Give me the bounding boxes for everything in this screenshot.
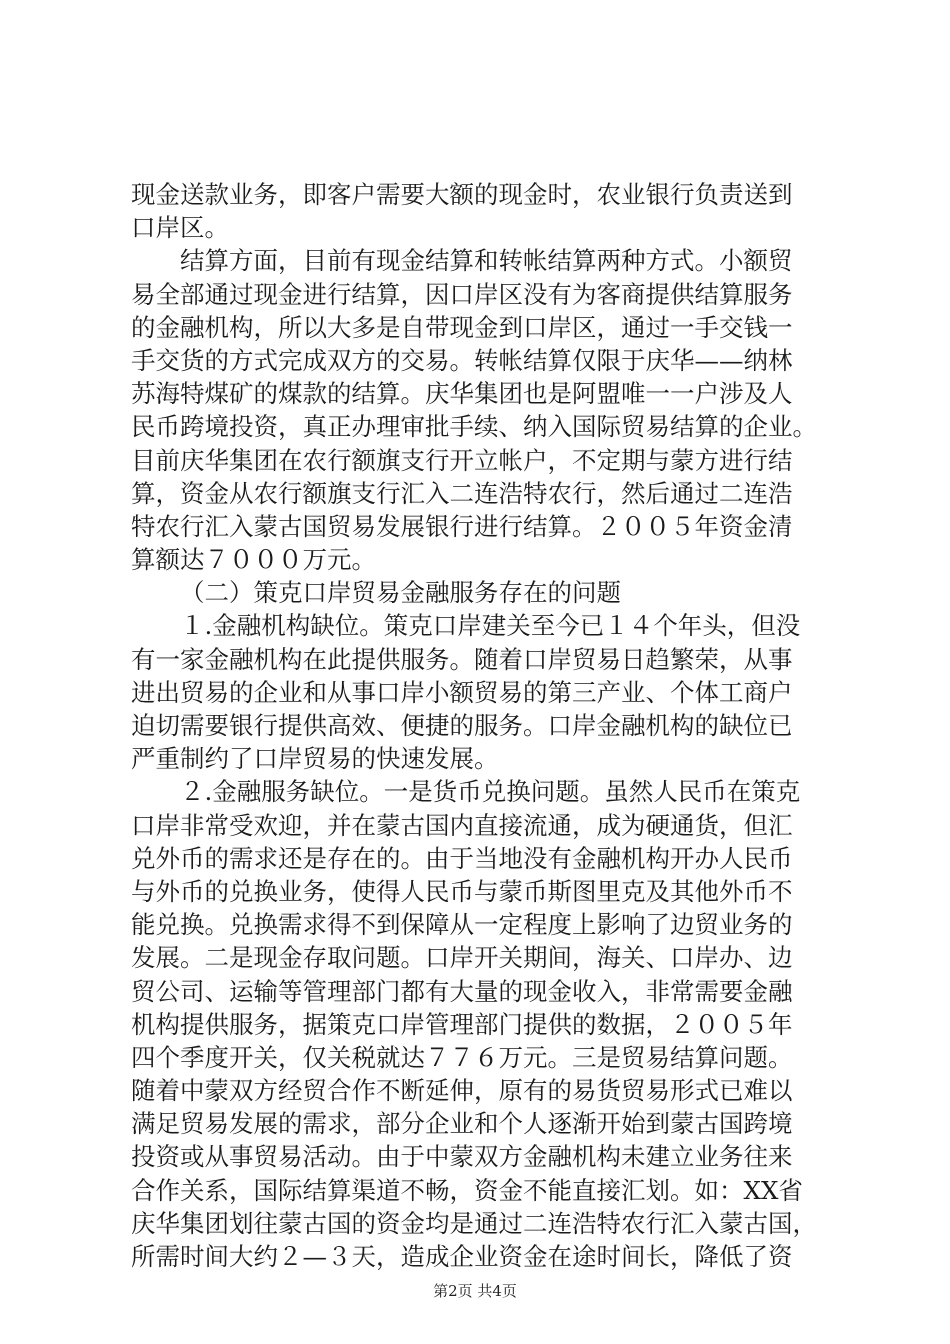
text-line: 口岸区。 (131, 213, 229, 243)
text-line: 所需时间大约２—３天，造成企业资金在途时间长，降低了资 (131, 1242, 793, 1271)
text-line: 机构提供服务，据策克口岸管理部门提供的数据，２００５年 (131, 1009, 793, 1039)
text-line: 民币跨境投资，真正办理审批手续、纳入国际贸易结算的企业。 (131, 412, 817, 442)
text-line: １.金融机构缺位。策克口岸建关至今已１４个年头，但没 (180, 611, 801, 641)
text-line: 结算方面，目前有现金结算和转帐结算两种方式。小额贸 (180, 246, 793, 276)
text-line: 兑外币的需求还是存在的。由于当地没有金融机构开办人民币 (131, 843, 793, 873)
text-line: ２.金融服务缺位。一是货币兑换问题。虽然人民币在策克 (180, 777, 801, 807)
text-line: 苏海特煤矿的煤款的结算。庆华集团也是阿盟唯一一户涉及人 (131, 379, 793, 409)
text-line: 特农行汇入蒙古国贸易发展银行进行结算。２００５年资金清 (131, 511, 793, 541)
text-line: 算额达７０００万元。 (131, 545, 376, 575)
text-line: 严重制约了口岸贸易的快速发展。 (131, 744, 499, 774)
text-line: 满足贸易发展的需求，部分企业和个人逐渐开始到蒙古国跨境 (131, 1109, 793, 1139)
text-line: 现金送款业务，即客户需要大额的现金时，农业银行负责送到 (131, 180, 793, 209)
text-line: 与外币的兑换业务，使得人民币与蒙币斯图里克及其他外币不 (131, 876, 793, 906)
text-line: 迫切需要银行提供高效、便捷的服务。口岸金融机构的缺位已 (131, 711, 793, 740)
page-footer: 第2页 共4页 (433, 1282, 517, 1300)
document-body (131, 178, 831, 1273)
text-line: 投资或从事贸易活动。由于中蒙双方金融机构未建立业务往来 (131, 1142, 793, 1172)
text-line: （二）策克口岸贸易金融服务存在的问题 (180, 578, 621, 608)
text-line: 口岸非常受欢迎，并在蒙古国内直接流通，成为硬通货，但汇 (131, 810, 793, 840)
text-line: 有一家金融机构在此提供服务。随着口岸贸易日趋繁荣，从事 (131, 644, 793, 674)
text-line: 四个季度开关，仅关税就达７７６万元。三是贸易结算问题。 (131, 1042, 793, 1072)
text-line: 贸公司、运输等管理部门都有大量的现金收入，非常需要金融 (131, 976, 793, 1006)
text-line: 易全部通过现金进行结算，因口岸区没有为客商提供结算服务 (131, 279, 793, 309)
text-line: 进出贸易的企业和从事口岸小额贸易的第三产业、个体工商户 (131, 677, 793, 707)
text-line: 的金融机构，所以大多是自带现金到口岸区，通过一手交钱一 (131, 312, 793, 342)
text-line: 能兑换。兑换需求得不到保障从一定程度上影响了边贸业务的 (131, 910, 793, 940)
text-line: 庆华集团划往蒙古国的资金均是通过二连浩特农行汇入蒙古国， (131, 1208, 817, 1238)
text-line: 手交货的方式完成双方的交易。转帐结算仅限于庆华——纳林 (131, 345, 793, 375)
text-line: 目前庆华集团在农行额旗支行开立帐户，不定期与蒙方进行结 (131, 445, 793, 475)
text-line: 发展。二是现金存取问题。口岸开关期间，海关、口岸办、边 (131, 943, 793, 973)
text-line: 算，资金从农行额旗支行汇入二连浩特农行，然后通过二连浩 (131, 478, 793, 508)
text-line: 合作关系，国际结算渠道不畅，资金不能直接汇划。如：XX省 (131, 1175, 803, 1205)
text-line: 随着中蒙双方经贸合作不断延伸，原有的易货贸易形式已难以 (131, 1076, 793, 1106)
